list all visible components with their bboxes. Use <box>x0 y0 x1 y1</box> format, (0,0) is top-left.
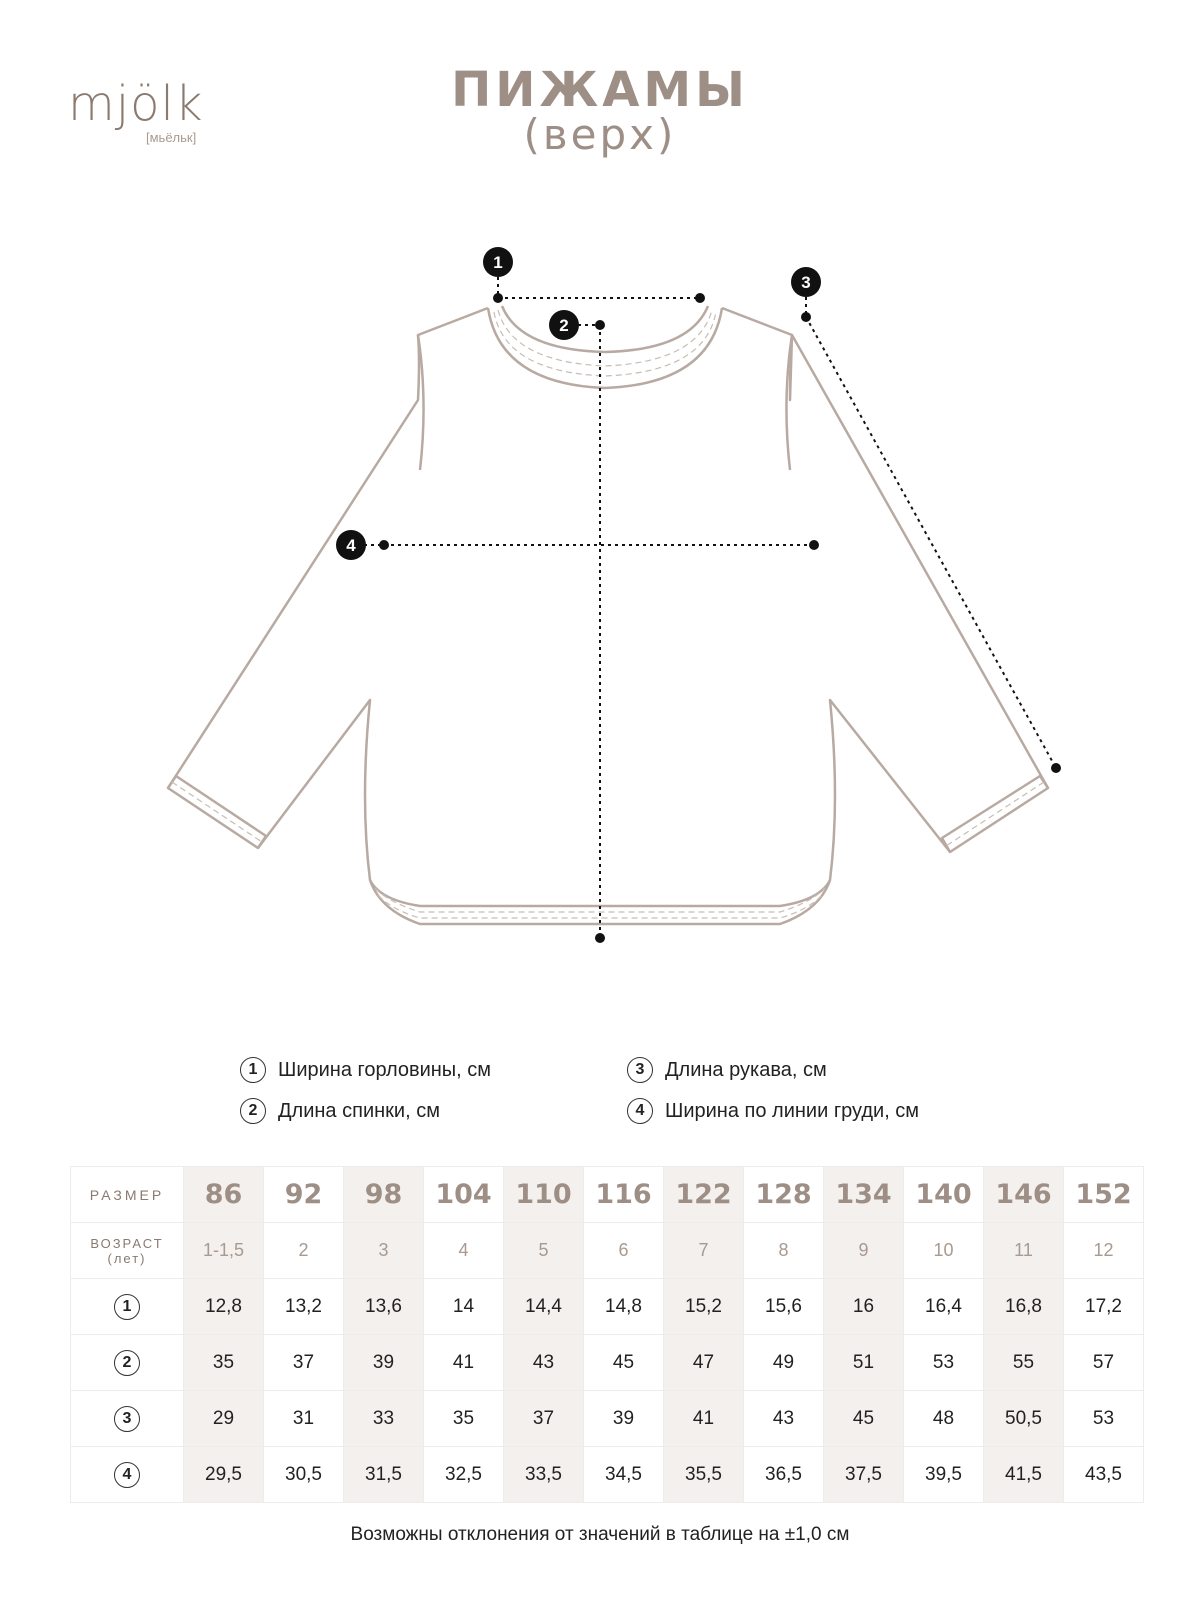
row-number: 4 <box>114 1462 140 1488</box>
value-cell: 35 <box>184 1335 264 1391</box>
value-cell: 17,2 <box>1064 1279 1144 1335</box>
value-cell: 34,5 <box>584 1447 664 1503</box>
size-cell: 122 <box>664 1167 744 1223</box>
value-cell: 39,5 <box>904 1447 984 1503</box>
tolerance-note: Возможны отклонения от значений в таблице на ±1,0 см <box>350 1524 850 1545</box>
age-header <box>71 1223 184 1279</box>
value-cell: 33,5 <box>504 1447 584 1503</box>
value-cell: 37 <box>264 1335 344 1391</box>
measurement-row-1 <box>71 1279 1144 1335</box>
brand-name: mjölk <box>68 76 204 132</box>
value-cell: 43 <box>504 1335 584 1391</box>
legend-item-sleeve-length <box>627 1057 827 1083</box>
legend-item-chest-width <box>627 1098 919 1124</box>
page-subtitle: (верх) <box>523 110 677 159</box>
row-number-cell <box>71 1447 184 1503</box>
value-cell: 50,5 <box>984 1391 1064 1447</box>
value-cell: 45 <box>824 1391 904 1447</box>
value-cell: 31 <box>264 1391 344 1447</box>
row-number-cell <box>71 1279 184 1335</box>
legend-number: 1 <box>240 1057 266 1083</box>
legend-item-neck-width <box>240 1057 491 1083</box>
svg-text:2: 2 <box>559 316 569 335</box>
age-unit: (лет) <box>107 1250 147 1266</box>
size-cell: 146 <box>984 1167 1064 1223</box>
size-cell: 116 <box>584 1167 664 1223</box>
legend-label: Длина спинки, см <box>278 1099 440 1122</box>
value-cell: 41 <box>664 1391 744 1447</box>
size-cell: 92 <box>264 1167 344 1223</box>
row-number: 2 <box>114 1350 140 1376</box>
value-cell: 13,2 <box>264 1279 344 1335</box>
value-cell: 41,5 <box>984 1447 1064 1503</box>
size-cell: 152 <box>1064 1167 1144 1223</box>
size-cell: 104 <box>424 1167 504 1223</box>
legend-number: 3 <box>627 1057 653 1083</box>
svg-text:3: 3 <box>801 273 811 292</box>
sleeve-length-line <box>806 317 1056 768</box>
age-cell: 12 <box>1064 1223 1144 1279</box>
value-cell: 36,5 <box>744 1447 824 1503</box>
size-table <box>70 1166 1144 1503</box>
age-cell: 7 <box>664 1223 744 1279</box>
age-cell: 6 <box>584 1223 664 1279</box>
value-cell: 16,4 <box>904 1279 984 1335</box>
badge-2 <box>549 310 579 340</box>
value-cell: 57 <box>1064 1335 1144 1391</box>
value-cell: 43,5 <box>1064 1447 1144 1503</box>
badge-4 <box>336 530 366 560</box>
value-cell: 37,5 <box>824 1447 904 1503</box>
age-cell: 11 <box>984 1223 1064 1279</box>
measurement-badges <box>336 247 821 560</box>
stitch-lines <box>172 310 1044 918</box>
value-cell: 31,5 <box>344 1447 424 1503</box>
age-label: ВОЗРАСТ <box>90 1235 164 1251</box>
age-row <box>71 1223 1144 1279</box>
row-number: 1 <box>114 1294 140 1320</box>
value-cell: 43 <box>744 1391 824 1447</box>
value-cell: 35 <box>424 1391 504 1447</box>
size-row <box>71 1167 1144 1223</box>
value-cell: 33 <box>344 1391 424 1447</box>
svg-text:1: 1 <box>493 253 503 272</box>
value-cell: 49 <box>744 1335 824 1391</box>
value-cell: 16 <box>824 1279 904 1335</box>
age-cell: 10 <box>904 1223 984 1279</box>
measurement-lines <box>364 270 1056 938</box>
value-cell: 39 <box>344 1335 424 1391</box>
size-cell: 98 <box>344 1167 424 1223</box>
age-cell: 5 <box>504 1223 584 1279</box>
age-cell: 9 <box>824 1223 904 1279</box>
value-cell: 39 <box>584 1391 664 1447</box>
age-cell: 4 <box>424 1223 504 1279</box>
value-cell: 14 <box>424 1279 504 1335</box>
value-cell: 35,5 <box>664 1447 744 1503</box>
value-cell: 13,6 <box>344 1279 424 1335</box>
value-cell: 41 <box>424 1335 504 1391</box>
age-cell: 2 <box>264 1223 344 1279</box>
legend-label: Ширина по линии груди, см <box>665 1099 920 1122</box>
value-cell: 12,8 <box>184 1279 264 1335</box>
svg-text:4: 4 <box>346 536 356 555</box>
value-cell: 16,8 <box>984 1279 1064 1335</box>
row-number: 3 <box>114 1406 140 1432</box>
value-cell: 45 <box>584 1335 664 1391</box>
size-cell: 140 <box>904 1167 984 1223</box>
legend-item-back-length <box>240 1098 440 1124</box>
value-cell: 37 <box>504 1391 584 1447</box>
measurement-row-2 <box>71 1335 1144 1391</box>
value-cell: 15,2 <box>664 1279 744 1335</box>
brand-transliteration: [мьёльк] <box>146 130 197 145</box>
shirt-outline <box>168 306 1048 924</box>
size-header: РАЗМЕР <box>71 1167 184 1223</box>
value-cell: 53 <box>904 1335 984 1391</box>
value-cell: 14,8 <box>584 1279 664 1335</box>
age-cell: 8 <box>744 1223 824 1279</box>
value-cell: 47 <box>664 1335 744 1391</box>
value-cell: 32,5 <box>424 1447 504 1503</box>
value-cell: 48 <box>904 1391 984 1447</box>
measurement-row-4 <box>71 1447 1144 1503</box>
age-cell: 1-1,5 <box>184 1223 264 1279</box>
badge-3 <box>791 267 821 297</box>
value-cell: 30,5 <box>264 1447 344 1503</box>
value-cell: 55 <box>984 1335 1064 1391</box>
value-cell: 29,5 <box>184 1447 264 1503</box>
value-cell: 15,6 <box>744 1279 824 1335</box>
size-cell: 128 <box>744 1167 824 1223</box>
legend-number: 4 <box>627 1098 653 1124</box>
legend-label: Длина рукава, см <box>665 1058 827 1081</box>
measurement-row-3 <box>71 1391 1144 1447</box>
value-cell: 51 <box>824 1335 904 1391</box>
legend-number: 2 <box>240 1098 266 1124</box>
value-cell: 29 <box>184 1391 264 1447</box>
size-cell: 86 <box>184 1167 264 1223</box>
value-cell: 53 <box>1064 1391 1144 1447</box>
size-cell: 134 <box>824 1167 904 1223</box>
badge-1 <box>483 247 513 277</box>
row-number-cell <box>71 1391 184 1447</box>
row-number-cell <box>71 1335 184 1391</box>
size-cell: 110 <box>504 1167 584 1223</box>
legend-label: Ширина горловины, см <box>278 1058 492 1081</box>
page-title: ПИЖАМЫ <box>451 62 749 118</box>
value-cell: 14,4 <box>504 1279 584 1335</box>
age-cell: 3 <box>344 1223 424 1279</box>
